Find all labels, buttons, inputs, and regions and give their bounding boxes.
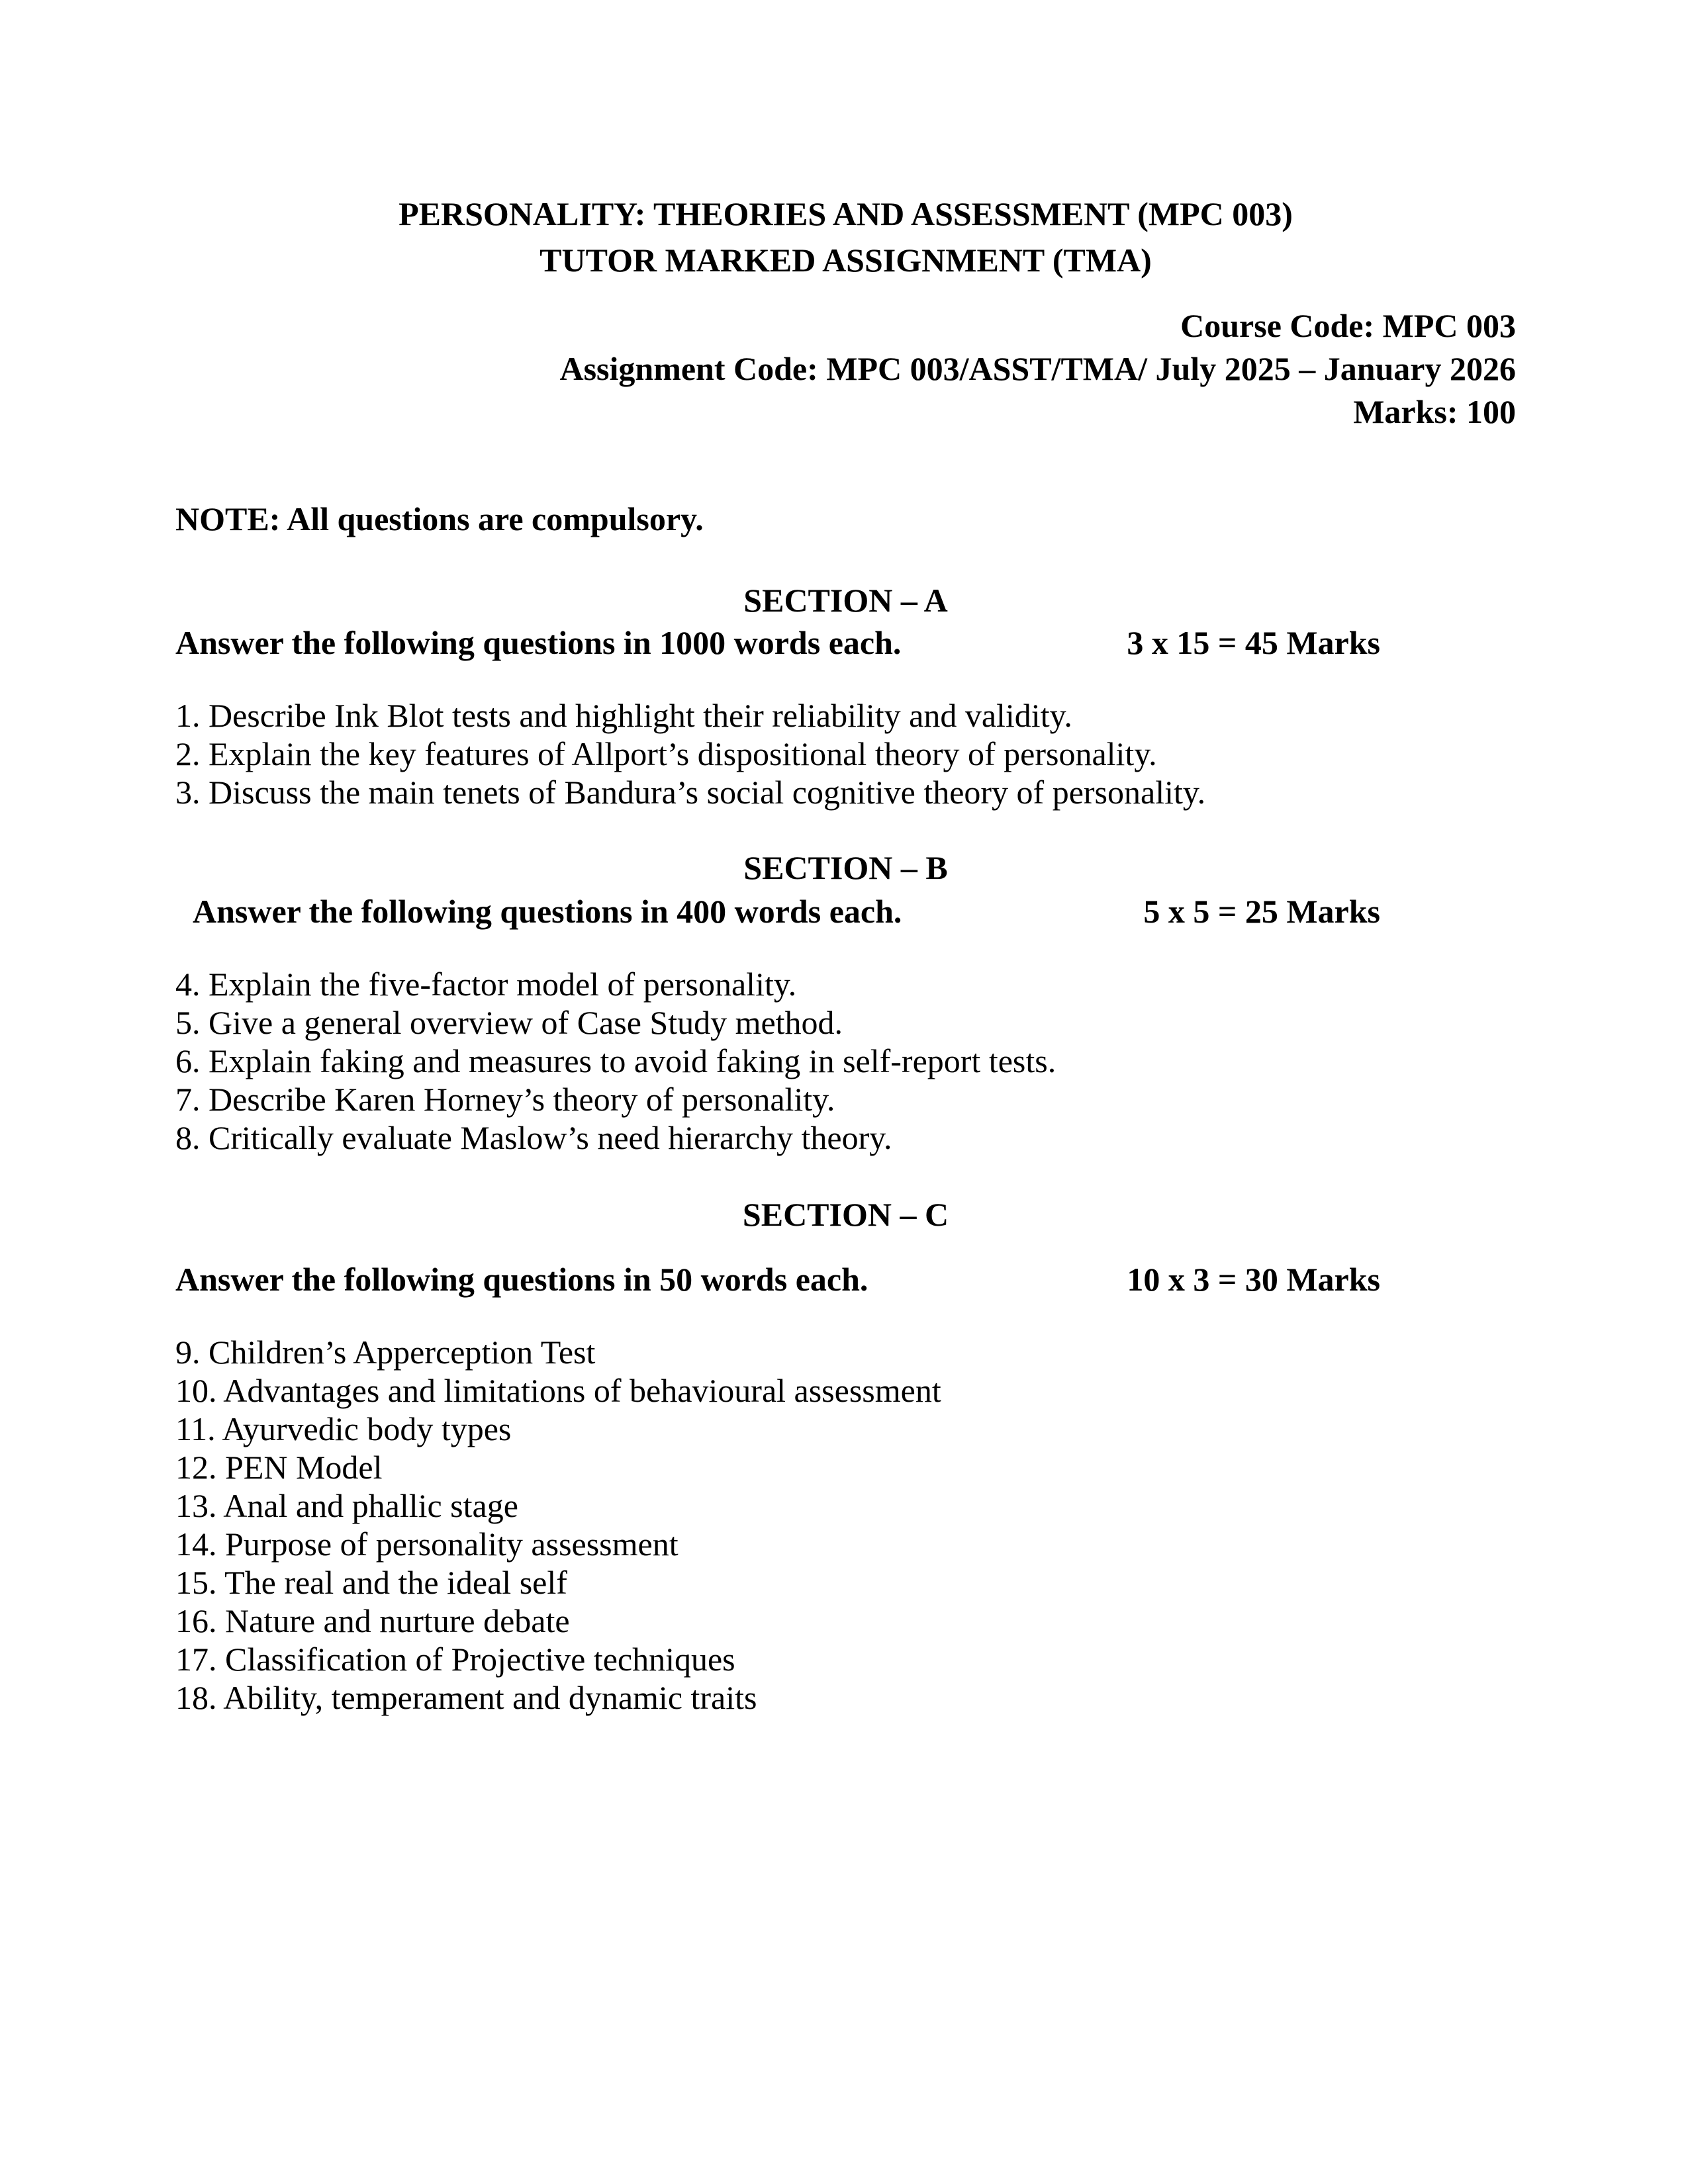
question-item: 14. Purpose of personality assessment bbox=[175, 1525, 679, 1563]
total-marks: Marks: 100 bbox=[1353, 393, 1516, 430]
section-c-questions bbox=[175, 1333, 1516, 1717]
course-code: Course Code: MPC 003 bbox=[1180, 307, 1516, 344]
question-item: 15. The real and the ideal self bbox=[175, 1564, 567, 1601]
compulsory-note: NOTE: All questions are compulsory. bbox=[175, 500, 704, 537]
question-item: 1. Describe Ink Blot tests and highlight their reliability and validity. bbox=[175, 697, 1072, 734]
question-item: 13. Anal and phallic stage bbox=[175, 1487, 518, 1524]
question-item: 4. Explain the five-factor model of personality. bbox=[175, 966, 797, 1003]
question-item: 9. Children’s Apperception Test bbox=[175, 1334, 596, 1371]
section-a-heading: SECTION – A bbox=[743, 582, 948, 619]
section-b-instruction-row bbox=[175, 892, 1516, 931]
question-item: 8. Critically evaluate Maslow’s need hierarchy theory. bbox=[175, 1119, 892, 1156]
question-item: 12. PEN Model bbox=[175, 1449, 383, 1486]
section-c-instruction: Answer the following questions in 50 words each. bbox=[175, 1261, 868, 1298]
section-a-marks: 3 x 15 = 45 Marks bbox=[1127, 624, 1380, 661]
section-c-heading: SECTION – C bbox=[742, 1196, 949, 1233]
question-item: 7. Describe Karen Horney’s theory of personality. bbox=[175, 1081, 835, 1118]
assignment-code: Assignment Code: MPC 003/ASST/TMA/ July 2025 – January 2026 bbox=[559, 350, 1516, 387]
section-c-instruction-row bbox=[175, 1260, 1516, 1298]
question-item: 10. Advantages and limitations of behavioural assessment bbox=[175, 1372, 941, 1409]
question-item: 16. Nature and nurture debate bbox=[175, 1602, 570, 1639]
section-b-instruction: Answer the following questions in 400 words each. bbox=[193, 893, 902, 930]
question-item: 18. Ability, temperament and dynamic traits bbox=[175, 1679, 757, 1716]
section-b-questions bbox=[175, 965, 1516, 1157]
question-item: 3. Discuss the main tenets of Bandura’s social cognitive theory of personality. bbox=[175, 774, 1206, 811]
section-b bbox=[175, 848, 1516, 1157]
course-title-line: PERSONALITY: THEORIES AND ASSESSMENT (MPC 003) bbox=[399, 195, 1293, 232]
header-info-block bbox=[175, 304, 1516, 433]
assignment-type-line: TUTOR MARKED ASSIGNMENT (TMA) bbox=[539, 242, 1152, 279]
question-item: 11. Ayurvedic body types bbox=[175, 1410, 512, 1447]
section-b-marks: 5 x 5 = 25 Marks bbox=[1143, 893, 1380, 930]
question-item: 6. Explain faking and measures to avoid faking in self-report tests. bbox=[175, 1042, 1056, 1079]
section-a bbox=[175, 581, 1516, 811]
section-c-marks: 10 x 3 = 30 Marks bbox=[1127, 1261, 1380, 1298]
question-item: 2. Explain the key features of Allport’s dispositional theory of personality. bbox=[175, 735, 1157, 772]
section-b-heading: SECTION – B bbox=[743, 849, 948, 886]
question-item: 17. Classification of Projective techniques bbox=[175, 1641, 735, 1678]
section-a-questions bbox=[175, 696, 1516, 811]
section-c bbox=[175, 1195, 1516, 1717]
document-title bbox=[175, 191, 1516, 283]
section-a-instruction: Answer the following questions in 1000 words each. bbox=[175, 624, 902, 661]
section-a-instruction-row bbox=[175, 623, 1516, 662]
question-item: 5. Give a general overview of Case Study method. bbox=[175, 1004, 843, 1041]
